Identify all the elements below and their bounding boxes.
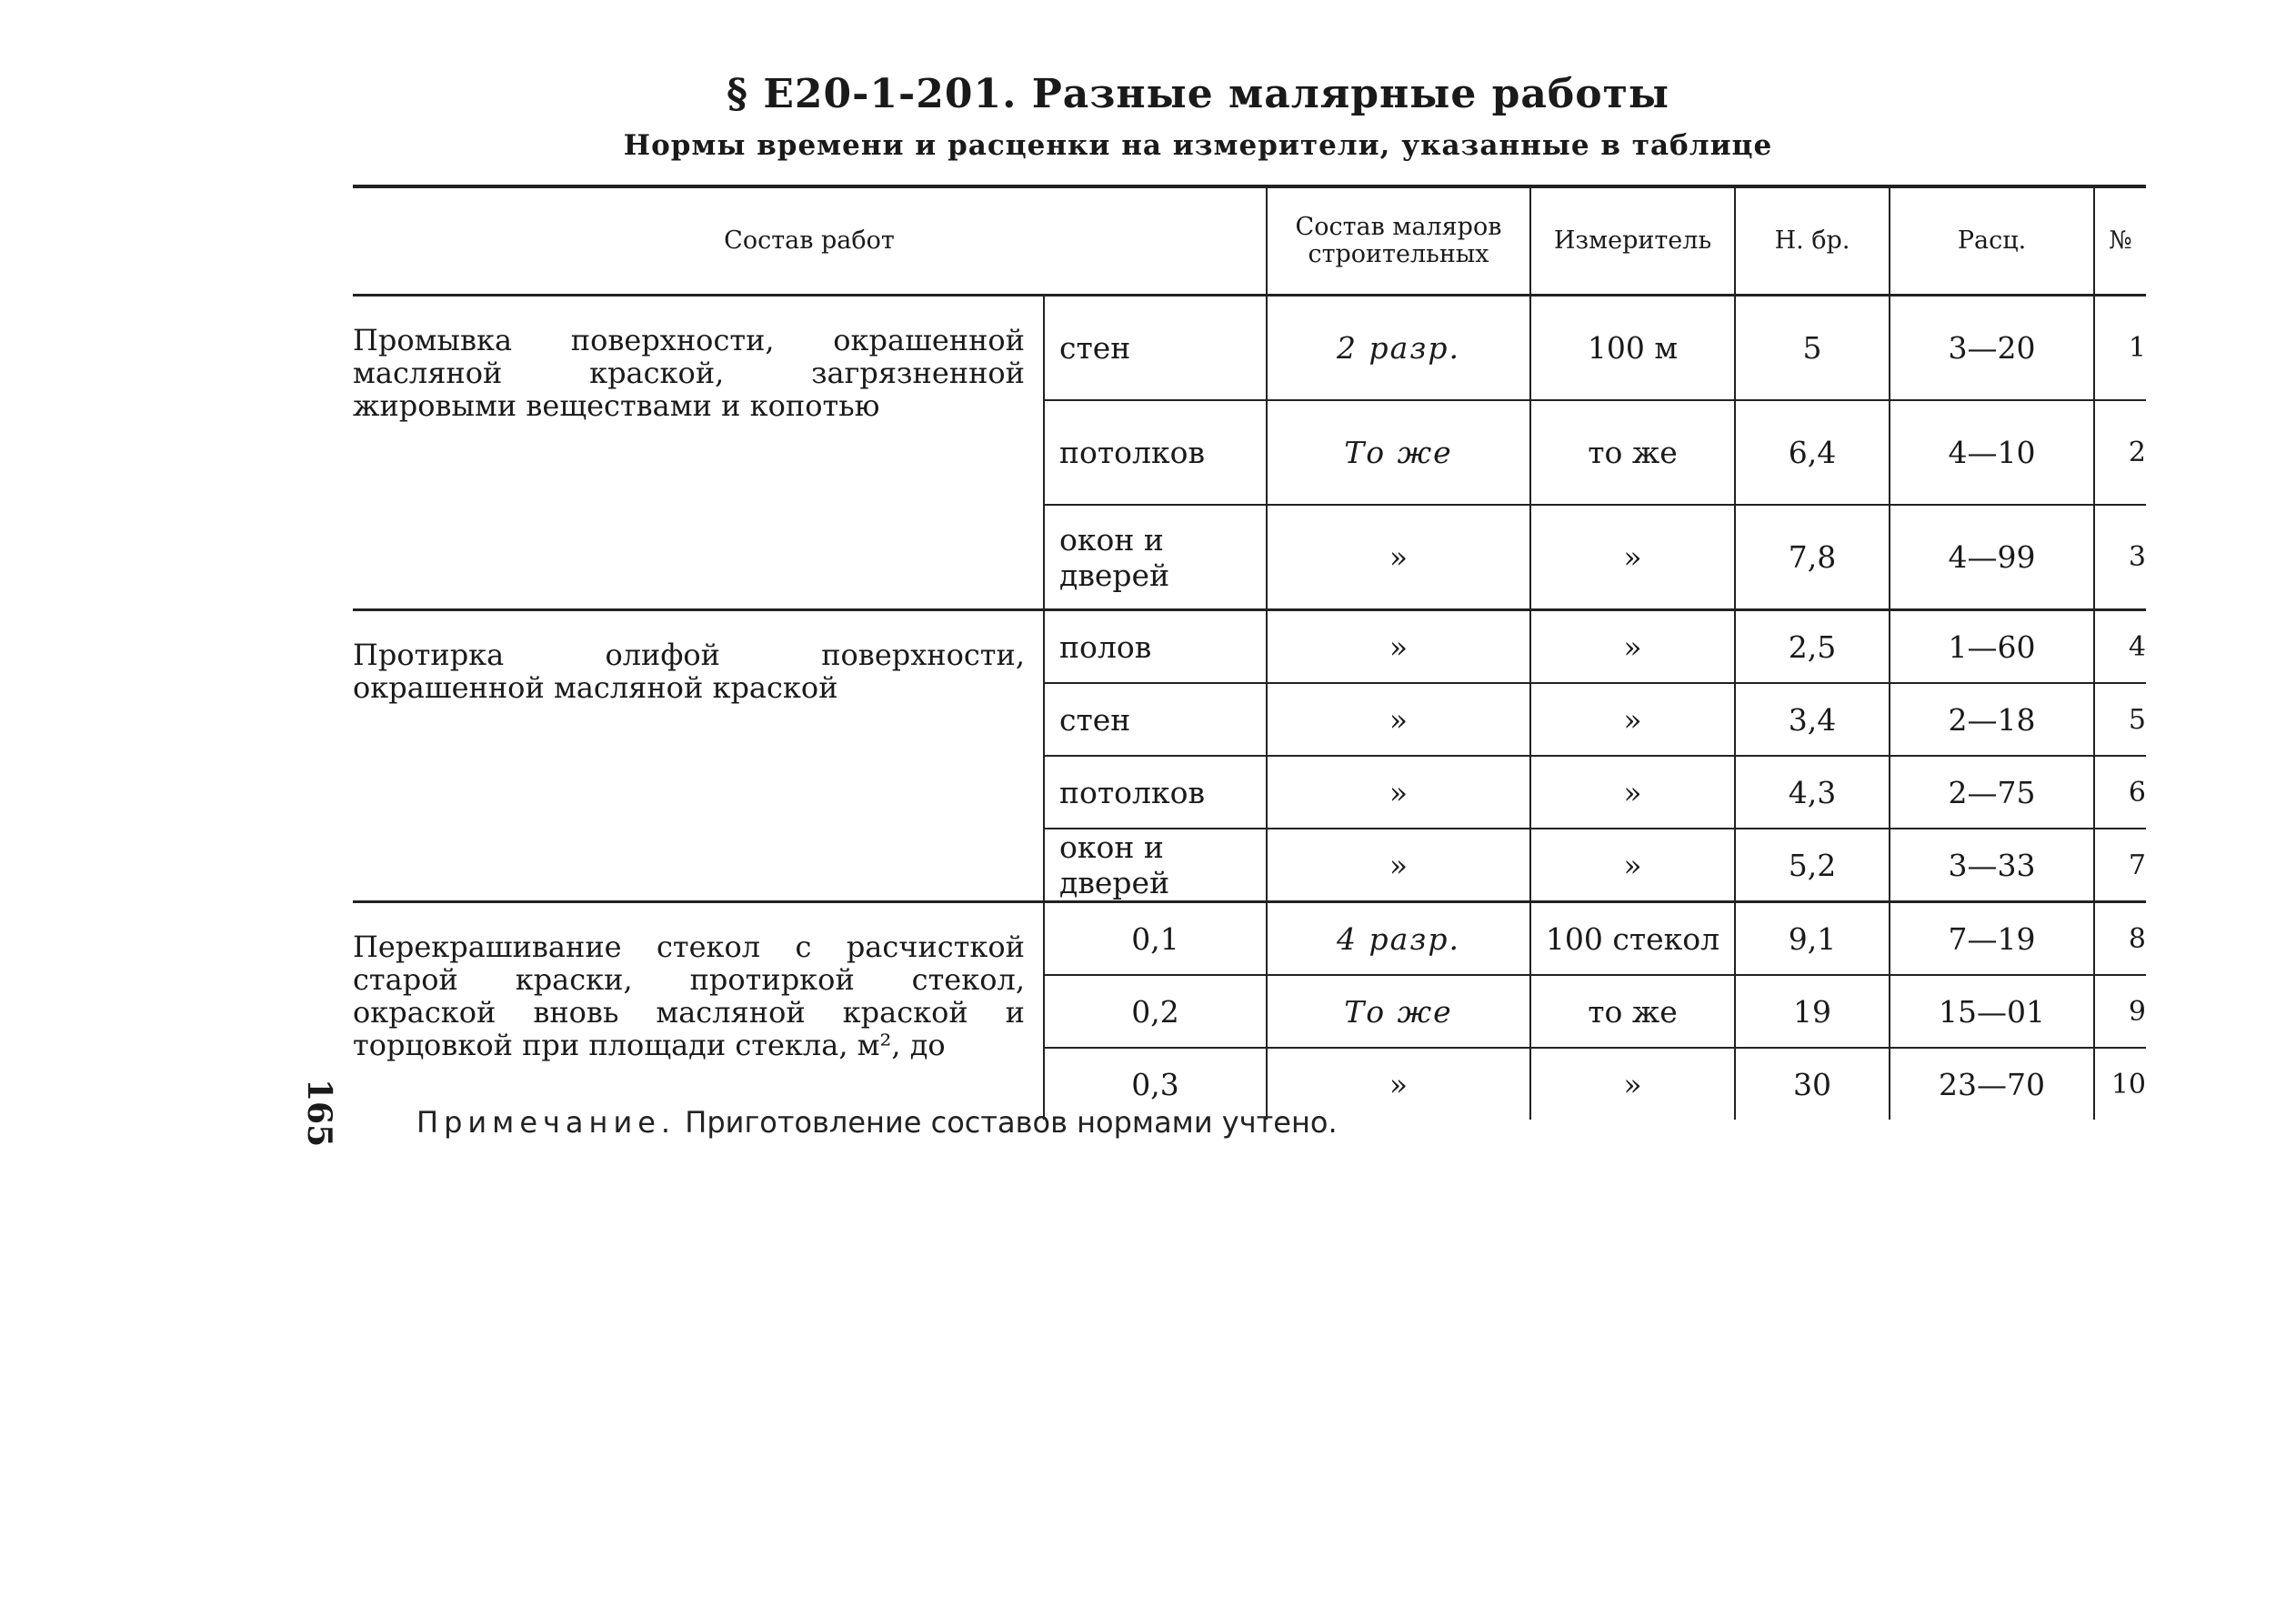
crew-cell: То же	[1267, 975, 1530, 1048]
crew-cell: 2 разр.	[1267, 296, 1530, 401]
sub-item: стен	[1044, 683, 1267, 756]
norm-cell: 6,4	[1735, 400, 1890, 505]
sub-item: потолков	[1044, 756, 1267, 829]
header-unit: Измеритель	[1530, 186, 1735, 296]
unit-cell: »	[1530, 505, 1735, 610]
row-number: 10	[2094, 1048, 2146, 1120]
row-number: 1	[2094, 296, 2146, 401]
group-description: Перекрашивание стекол с расчисткой старой краски, протиркой стекол, окраской вновь масляной краской и торцовкой при площади стекла, м², до	[353, 902, 1044, 1121]
rate-cell: 4—10	[1890, 400, 2094, 505]
footnote-label: Примечание.	[416, 1105, 677, 1140]
sub-item: стен	[1044, 296, 1267, 401]
crew-cell: »	[1267, 1048, 1530, 1120]
group-description: Промывка поверхности, окрашенной масляной краской, загрязненной жировыми веществами и копотью	[353, 296, 1044, 610]
norm-cell: 5	[1735, 296, 1890, 401]
crew-cell: »	[1267, 756, 1530, 829]
norm-cell: 9,1	[1735, 902, 1890, 976]
sub-item: окон и дверей	[1044, 829, 1267, 902]
rate-cell: 1—60	[1890, 610, 2094, 684]
unit-cell: 100 м	[1530, 296, 1735, 401]
crew-cell: 4 разр.	[1267, 902, 1530, 976]
header-crew: Состав маляров строительных	[1267, 186, 1530, 296]
header-work: Состав работ	[353, 186, 1267, 296]
unit-cell: »	[1530, 610, 1735, 684]
row-number: 7	[2094, 829, 2146, 902]
section-title: § Е20-1-201. Разные малярные работы	[726, 71, 1669, 117]
sub-item: полов	[1044, 610, 1267, 684]
rate-cell: 3—20	[1890, 296, 2094, 401]
unit-cell: то же	[1530, 400, 1735, 505]
rate-cell: 2—18	[1890, 683, 2094, 756]
sub-item: 0,2	[1044, 975, 1267, 1048]
row-number: 3	[2094, 505, 2146, 610]
header-norm: Н. бр.	[1735, 186, 1890, 296]
sub-item: потолков	[1044, 400, 1267, 505]
unit-cell: »	[1530, 756, 1735, 829]
table-row	[353, 610, 2146, 684]
unit-cell: то же	[1530, 975, 1735, 1048]
rate-cell: 7—19	[1890, 902, 2094, 976]
row-number: 6	[2094, 756, 2146, 829]
row-number: 9	[2094, 975, 2146, 1048]
rate-cell: 4—99	[1890, 505, 2094, 610]
row-number: 2	[2094, 400, 2146, 505]
header-no: №	[2094, 186, 2146, 296]
unit-cell: »	[1530, 829, 1735, 902]
page-number: 165	[300, 1079, 338, 1148]
norm-cell: 19	[1735, 975, 1890, 1048]
group-description: Протирка олифой поверхности, окрашенной масляной краской	[353, 610, 1044, 902]
table-row	[353, 902, 2146, 976]
unit-cell: 100 стекол	[1530, 902, 1735, 976]
crew-cell: »	[1267, 610, 1530, 684]
norm-cell: 3,4	[1735, 683, 1890, 756]
norm-cell: 5,2	[1735, 829, 1890, 902]
footnote-text: Приготовление составов нормами учтено.	[685, 1105, 1338, 1140]
unit-cell: »	[1530, 1048, 1735, 1120]
rate-cell: 15—01	[1890, 975, 2094, 1048]
sub-item: 0,3	[1044, 1048, 1267, 1120]
sub-item: окон и дверей	[1044, 505, 1267, 610]
rate-cell: 2—75	[1890, 756, 2094, 829]
norm-cell: 7,8	[1735, 505, 1890, 610]
norm-cell: 30	[1735, 1048, 1890, 1120]
table-subtitle: Нормы времени и расценки на измерители, указанные в таблице	[623, 129, 1773, 162]
row-number: 5	[2094, 683, 2146, 756]
norm-cell: 4,3	[1735, 756, 1890, 829]
footnote	[416, 1105, 1338, 1140]
table-header-row	[353, 186, 2146, 296]
norms-table	[353, 185, 2146, 1120]
rate-cell: 23—70	[1890, 1048, 2094, 1120]
crew-cell: »	[1267, 683, 1530, 756]
row-number: 4	[2094, 610, 2146, 684]
row-number: 8	[2094, 902, 2146, 976]
crew-cell: »	[1267, 829, 1530, 902]
table-row	[353, 296, 2146, 401]
unit-cell: »	[1530, 683, 1735, 756]
norm-cell: 2,5	[1735, 610, 1890, 684]
rate-cell: 3—33	[1890, 829, 2094, 902]
crew-cell: »	[1267, 505, 1530, 610]
header-rate: Расц.	[1890, 186, 2094, 296]
sub-item: 0,1	[1044, 902, 1267, 976]
crew-cell: То же	[1267, 400, 1530, 505]
